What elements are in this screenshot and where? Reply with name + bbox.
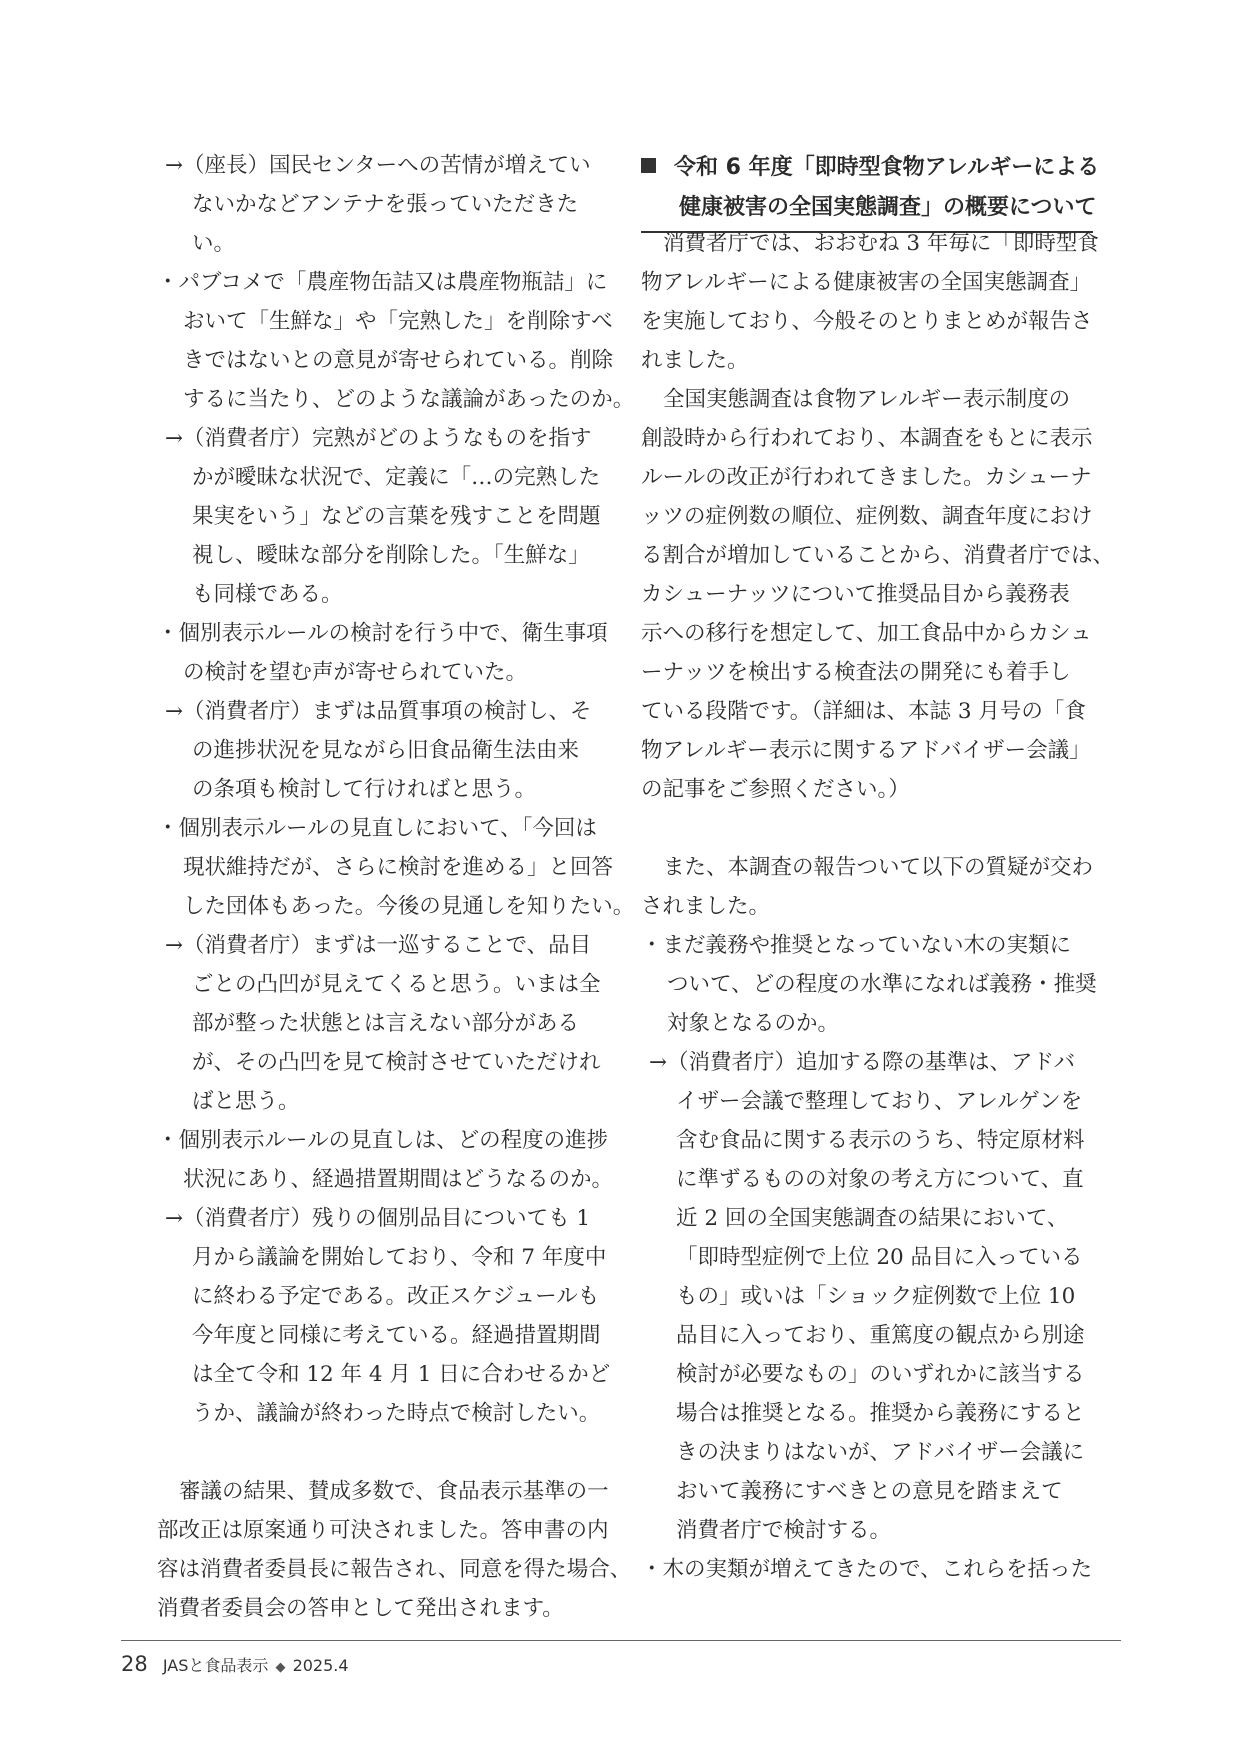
text-line: ・パブコメで「農産物缶詰又は農産物瓶詰」に	[157, 270, 608, 295]
text-line: 全国実態調査は食物アレルギー表示制度の	[663, 387, 1071, 412]
section-heading	[641, 148, 1100, 233]
text-line: 「即時型症例で上位 20 品目に入っている	[676, 1245, 1083, 1270]
text-line: 状況にあり、経過措置期間はどうなるのか。	[183, 1167, 614, 1192]
text-line: 消費者庁では、おおむね 3 年毎に「即時型食	[663, 231, 1099, 256]
text-line: 消費者委員会の答申として発出されます。	[157, 1596, 564, 1621]
text-line: 物アレルギーによる健康被害の全国実態調査」	[641, 270, 1092, 295]
text-line: するに当たり、どのような議論があったのか。	[183, 387, 635, 412]
text-line: ・個別表示ルールの検討を行う中で、衛生事項	[157, 621, 608, 646]
text-line: を実施しており、今般そのとりまとめが報告さ	[641, 309, 1093, 334]
text-line	[641, 809, 1093, 848]
page-footer	[121, 1652, 349, 1676]
text-line: もの」或いは「ショック症例数で上位 10	[676, 1284, 1076, 1309]
text-line: に終わる予定である。改正スケジュールも	[192, 1284, 600, 1309]
text-line: ーナッツを検出する検査法の開発にも着手し	[641, 660, 1071, 685]
text-line: ている段階です。（詳細は、本誌 3 月号の「食	[641, 699, 1086, 724]
text-line: ばと思う。	[192, 1089, 300, 1114]
text-line: →（消費者庁）完熟がどのようなものを指す	[165, 426, 592, 451]
text-line: の進捗状況を見ながら旧食品衛生法由来	[192, 738, 580, 763]
text-line: 品目に入っており、重篤度の観点から別途	[676, 1323, 1085, 1348]
text-line: 創設時から行われており、本調査をもとに表示	[641, 426, 1093, 451]
text-line: は全て令和 12 年 4 月 1 日に合わせるかど	[192, 1362, 611, 1387]
text-line: 月から議論を開始しており、令和 7 年度中	[192, 1245, 607, 1270]
text-line: 果実をいう」などの言葉を残すことを問題	[192, 504, 601, 529]
text-line: イザー会議で整理しており、アレルゲンを	[676, 1089, 1083, 1114]
text-line: されました。	[641, 894, 771, 919]
text-line: した団体もあった。今後の見通しを知りたい。	[183, 894, 635, 919]
text-line: 対象となるのか。	[667, 1011, 840, 1036]
text-line: おいて「生鮮な」や「完熟した」を削除すべ	[183, 309, 613, 334]
text-line: の検討を望む声が寄せられていた。	[183, 660, 528, 685]
text-line: ・木の実類が増えてきたので、これらを括った	[641, 1557, 1093, 1582]
text-line: 検討が必要なもの」のいずれかに該当する	[676, 1362, 1085, 1387]
text-line: 近 2 回の全国実態調査の結果において、	[676, 1206, 1069, 1231]
text-line: おいて義務にすべきとの意見を踏まえて	[676, 1479, 1063, 1504]
text-line: 部改正は原案通り可決されました。答申書の内	[157, 1518, 609, 1543]
text-line: →（座長）国民センターへの苦情が増えてい	[165, 153, 591, 178]
text-line: れました。	[641, 348, 749, 373]
text-line: うか、議論が終わった時点で検討したい。	[192, 1401, 601, 1426]
text-line: ッツの症例数の順位、症例数、調査年度におけ	[641, 504, 1093, 529]
right-column	[641, 224, 1115, 1589]
text-line: い。	[192, 231, 236, 256]
text-line: ・個別表示ルールの見直しは、どの程度の進捗	[157, 1128, 609, 1153]
left-column	[157, 146, 635, 1628]
text-line: 部が整った状態とは言えない部分がある	[192, 1011, 580, 1036]
text-line: カシューナッツについて推奨品目から義務表	[641, 582, 1070, 607]
square-bullet-icon	[641, 158, 656, 173]
page-number: 28	[121, 1652, 148, 1676]
text-line: また、本調査の報告ついて以下の質疑が交わ	[663, 855, 1094, 880]
diamond-icon: ◆	[275, 1660, 286, 1675]
text-line: ついて、どの程度の水準になれば義務・推奨	[667, 972, 1097, 997]
text-line: 今年度と同様に考えている。経過措置期間	[192, 1323, 601, 1348]
text-line	[157, 1433, 609, 1472]
text-line: →（消費者庁）まずは品質事項の検討し、そ	[165, 699, 592, 724]
text-line: →（消費者庁）残りの個別品目についても 1	[165, 1206, 591, 1231]
text-line: も同様である。	[192, 582, 343, 607]
text-line: 物アレルギー表示に関するアドバイザー会議」	[641, 738, 1091, 763]
text-line: 消費者庁で検討する。	[676, 1518, 892, 1543]
text-line: かが曖昧な状況で、定義に「…の完熟した	[192, 465, 601, 490]
text-line: が、その凸凹を見て検討させていただけれ	[192, 1050, 601, 1075]
text-line: 現状維持だが、さらに検討を進める」と回答	[183, 855, 614, 880]
text-line: 審議の結果、賛成多数で、食品表示基準の一	[179, 1479, 609, 1504]
text-line: ルールの改正が行われてきました。カシューナ	[641, 465, 1092, 490]
text-line: の条項も検討して行ければと思う。	[192, 777, 537, 802]
footer-rule	[121, 1640, 1121, 1641]
journal-title: JASと食品表示	[162, 1656, 269, 1675]
text-line: 場合は推奨となる。推奨から義務にすると	[676, 1401, 1085, 1426]
issue-date: 2025.4	[292, 1656, 349, 1675]
text-line: ないかなどアンテナを張っていただきた	[192, 192, 579, 217]
section-heading-line1: 令和 6 年度「即時型食物アレルギーによる	[674, 155, 1100, 180]
text-line: ・個別表示ルールの見直しにおいて、「今回は	[157, 816, 597, 841]
text-line: に準ずるものの対象の考え方について、直	[676, 1167, 1084, 1192]
text-line: 示への移行を想定して、加工食品中からカシュ	[641, 621, 1092, 646]
text-line: きの決まりはないが、アドバイザー会議に	[676, 1440, 1085, 1465]
text-line: →（消費者庁）追加する際の基準は、アドバ	[649, 1050, 1076, 1075]
text-line: ごとの凸凹が見えてくると思う。いまは全	[192, 972, 601, 997]
text-line: ・まだ義務や推奨となっていない木の実類に	[641, 933, 1072, 958]
text-line: 含む食品に関する表示のうち、特定原材料	[676, 1128, 1085, 1153]
text-line: 視し、曖昧な部分を削除した。「生鮮な」	[192, 543, 590, 568]
text-line: →（消費者庁）まずは一巡することで、品目	[165, 933, 592, 958]
text-line: きではないとの意見が寄せられている。削除	[183, 348, 614, 373]
section-heading-line2: 健康被害の全国実態調査」の概要について	[679, 195, 1097, 220]
text-line: 容は消費者委員長に報告され、同意を得た場合、	[157, 1557, 632, 1582]
text-line: の記事をご参照ください。）	[641, 777, 910, 802]
text-line: る割合が増加していることから、消費者庁では、	[641, 543, 1115, 568]
